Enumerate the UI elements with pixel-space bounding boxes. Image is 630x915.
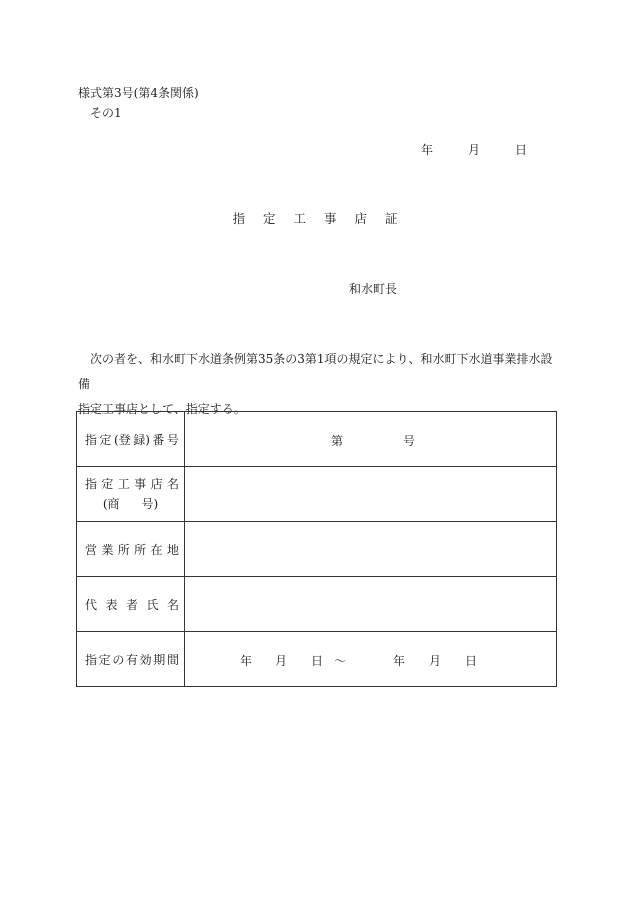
validity-period-field[interactable] (185, 632, 557, 687)
period-separator: 〜 (334, 654, 347, 668)
statement-line-1: 次の者を、和水町下水道条例第35条の3第1項の規定により、和水町下水道事業排水設備 (78, 352, 553, 391)
table-row-registration-number (77, 412, 557, 467)
number-suffix: 号 (403, 434, 416, 448)
office-address-label: 営 業 所 所 在 地 (77, 522, 185, 577)
title-char: 事 (324, 211, 337, 226)
end-month-label: 月 (429, 654, 442, 668)
date-month-label: 月 (468, 143, 481, 157)
start-month-label: 月 (275, 654, 288, 668)
number-prefix: 第 (331, 434, 344, 448)
table-row-representative (77, 577, 557, 632)
title-char: 店 (354, 211, 368, 226)
document-title (0, 209, 630, 227)
representative-label: 代 表 者 氏 名 (77, 577, 185, 632)
representative-field[interactable] (185, 577, 557, 632)
registration-number-label: 指 定 (登 録) 番 号 (77, 412, 185, 467)
designation-table (76, 411, 557, 687)
form-number: 様式第3号(第4条関係) (78, 86, 199, 100)
registration-number-field[interactable] (185, 412, 557, 467)
table-row-contractor-name (77, 467, 557, 522)
title-char: 指 (232, 211, 245, 226)
trade-name-sublabel: (商 号) (102, 497, 159, 511)
title-char: 定 (262, 211, 276, 226)
validity-period-label: 指 定 の 有 効 期 間 (77, 632, 185, 687)
table-row-validity-period (77, 632, 557, 687)
title-char: 証 (385, 211, 398, 226)
date-year-label: 年 (421, 143, 434, 157)
end-day-label: 日 (465, 654, 478, 668)
date-day-label: 日 (515, 143, 528, 157)
issuer-name: 和水町長 (349, 282, 398, 296)
contractor-name-field[interactable] (185, 467, 557, 522)
office-address-field[interactable] (185, 522, 557, 577)
start-day-label: 日 (311, 654, 324, 668)
statement-line-2: 指定工事店として、指定する。 (78, 402, 246, 416)
table-row-office-address (77, 522, 557, 577)
title-char: 工 (293, 211, 306, 226)
start-year-label: 年 (240, 654, 253, 668)
form-subtitle: その1 (90, 106, 122, 120)
end-year-label: 年 (393, 654, 406, 668)
contractor-name-label: 指 定 工 事 店 名 (商 号) (77, 467, 185, 522)
